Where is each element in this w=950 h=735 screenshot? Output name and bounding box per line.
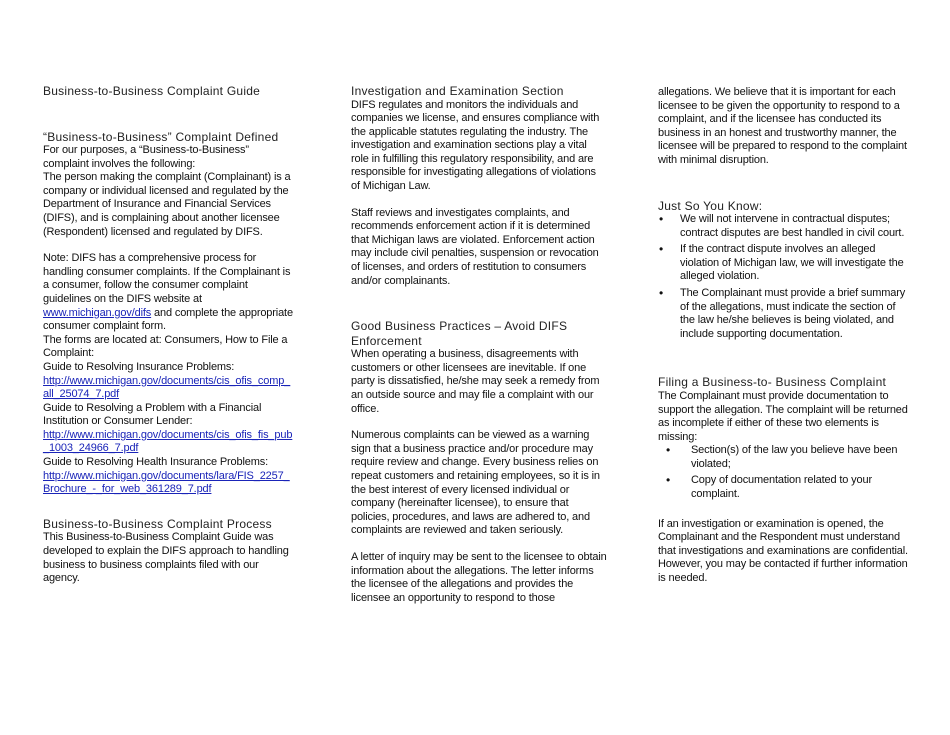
defined-body: The person making the complaint (Complainant) is a company or individual licensed and regulated by the Department of Insurance and Financial Services (DIFS), and is complaining about another licensee (Respondent) licensed and regulated by DIFS.: [43, 171, 291, 238]
filing-body: The Complainant must provide documentation to support the allegation. The complaint will be returned as incomplete if either of these two elements is missing:: [658, 389, 908, 443]
guide-item: [43, 456, 296, 497]
column-left: [43, 84, 296, 586]
section-heading-process: Business-to-Business Complaint Process: [43, 516, 272, 531]
warning-body: Numerous complaints can be viewed as a warning sign that a business practice and/or procedure may require review and change. Every business relies on repeat customers and retaining employees, so it is in the best interest of every licensed individual or company (hereinafter licensee), to ensure that policies, procedures, and laws are adhered to, and complaints are reviewed and taken seriously.: [351, 429, 600, 537]
guide-title: Business-to-Business Complaint Guide: [43, 84, 261, 98]
defined-intro: For our purposes, a “Business-to-Business” complaint involves the following:: [43, 144, 249, 170]
know-list: [658, 213, 913, 341]
list-item: • Copy of documentation related to your complaint.: [658, 474, 913, 501]
section-heading-investigation: Investigation and Examination Section: [351, 84, 564, 98]
section-heading-know: Just So You Know:: [658, 198, 763, 213]
practices-body: When operating a business, disagreements with customers or other licensees are inevitable. If one party is dissatisfied, he/she may seek a remedy from an outside source and may file a complaint with our office.: [351, 348, 600, 415]
guide-label: Guide to Resolving Health Insurance Problems:: [43, 456, 268, 469]
guide-link[interactable]: http://www.michigan.gov/documents/cis_ofis_comp_all_25074_7.pdf: [43, 374, 291, 401]
forms-location: The forms are located at: Consumers, How to File a Complaint:: [43, 333, 288, 360]
section-heading-defined: “Business-to-Business” Complaint Defined: [43, 129, 279, 144]
guide-item: [43, 361, 296, 402]
guide-label: Guide to Resolving Insurance Problems:: [43, 360, 235, 373]
investigation-body: DIFS regulates and monitors the individuals and companies we license, and ensures compliance with the applicable statutes regulating the industry. The investigation and examination sections play a vital role in fulfilling this regulatory responsibility, and are responsible for investigating allegations of violations of Michigan Law.: [351, 98, 600, 193]
continuation-body: allegations. We believe that it is important for each licensee to be given the opportunity to respond to a complaint, and if the licensee has conducted its business in an honest and trustworthy manner, the licensee will be prepared to respond to the complaint with minimal disruption.: [658, 86, 907, 166]
guide-label: Guide to Resolving a Problem with a Financial Institution or Consumer Lender:: [43, 401, 262, 428]
guide-item: [43, 402, 296, 456]
list-item: • If the contract dispute involves an alleged violation of Michigan law, we will investigate the alleged violation.: [658, 243, 913, 284]
inquiry-body: A letter of inquiry may be sent to the licensee to obtain information about the allegations. The letter informs the licensee of the allegations and provides the licensee an opportunity to respond to those: [351, 550, 607, 604]
difs-website-link[interactable]: www.michigan.gov/difs: [43, 306, 152, 319]
guide-link[interactable]: http://www.michigan.gov/documents/cis_ofis_fis_pub_1003_24966_7.pdf: [43, 428, 293, 455]
note-text: Note: DIFS has a comprehensive process for handling consumer complaints. If the Complainant is a consumer, follow the consumer complaint guidelines on the DIFS website at: [43, 252, 291, 305]
section-heading-practices: Good Business Practices – Avoid DIFS Enforcement: [351, 319, 568, 348]
note-paragraph: [43, 252, 296, 334]
list-item: • We will not intervene in contractual disputes; contract disputes are best handled in civil court.: [658, 213, 913, 240]
staff-body: Staff reviews and investigates complaints, and recommends enforcement action if it is determined that Michigan laws are violated. Enforcement action may include civil penalties, suspension or revocation of licenses, and orders of restitution to consumers and/or complainants.: [351, 206, 599, 287]
confidential-body: If an investigation or examination is opened, the Complainant and the Respondent must understand that investigations and examinations are confidential. However, you may be contacted if further information is needed.: [658, 517, 908, 585]
process-body: This Business-to-Business Complaint Guide was developed to explain the DIFS approach to handling business to business complaints filed with our agency.: [43, 531, 289, 585]
list-item: • The Complainant must provide a brief summary of the allegations, must indicate the section of the law he/she believes is being violated, and include supporting documentation.: [658, 287, 913, 341]
column-middle: [351, 84, 607, 605]
section-heading-filing: Filing a Business-to- Business Complaint: [658, 375, 887, 390]
list-item: • Section(s) of the law you believe have been violated;: [658, 444, 913, 471]
column-right: [658, 86, 913, 586]
guide-list: [43, 361, 296, 497]
guide-link[interactable]: http://www.michigan.gov/documents/lara/FIS_2257_Brochure_-_for_web_361289_7.pdf: [43, 469, 290, 496]
note-text-end: and complete the appropriate consumer complaint form.: [43, 306, 293, 333]
filing-list: [658, 444, 913, 501]
